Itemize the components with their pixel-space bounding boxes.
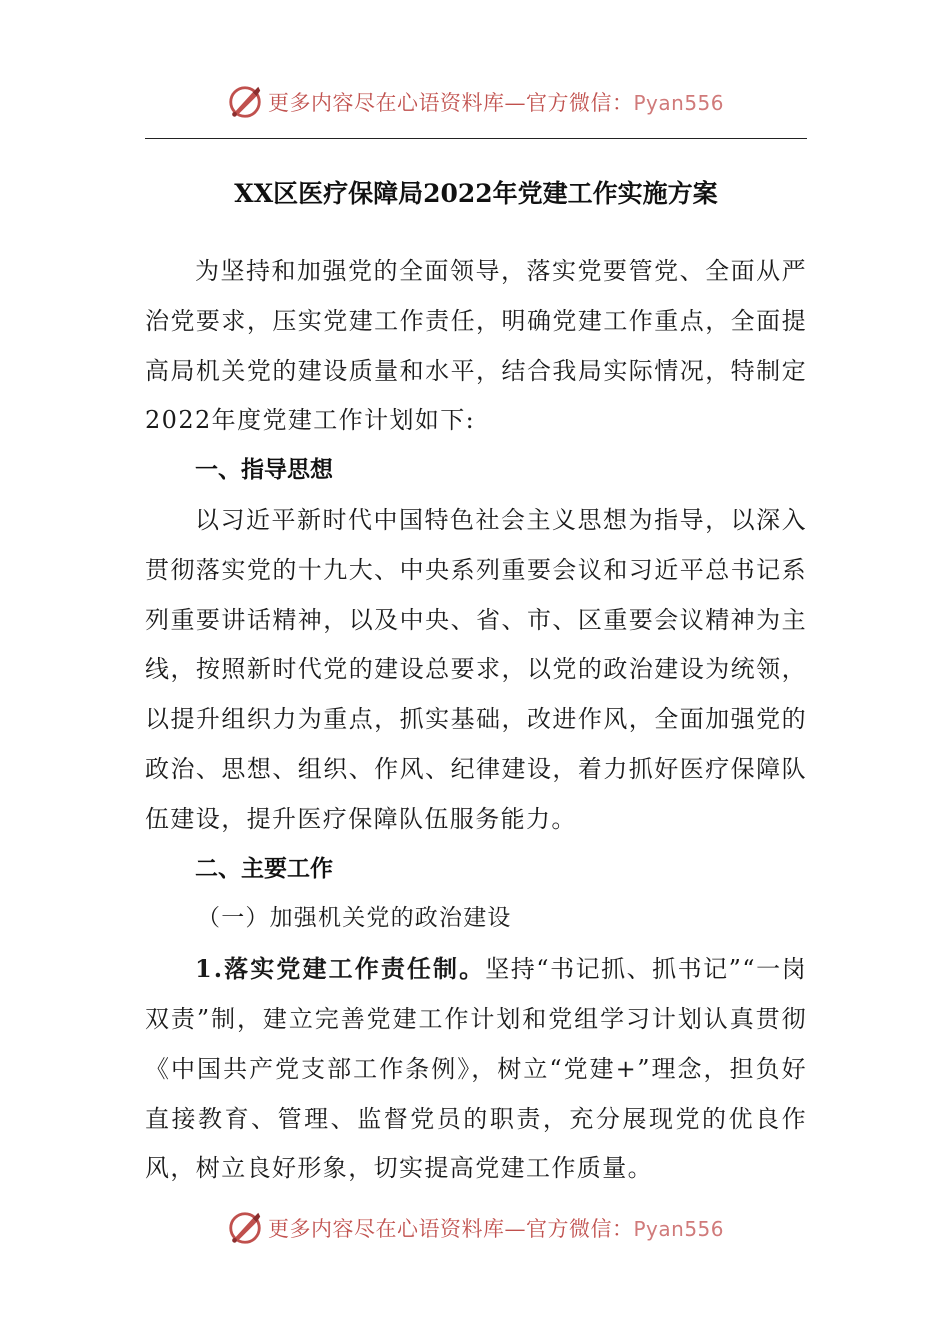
watermark-banner-top — [0, 82, 950, 122]
subsection-heading-political-construction: （一）加强机关党的政治建设 — [197, 905, 512, 932]
guiding-thought-paragraph: 以习近平新时代中国特色社会主义思想为指导，以深入贯彻落实党的十九大、中央系列重要会议和习近平总书记系列重要讲话精神，以及中央、省、市、区重要会议精神为主线，按照新时代党的建设总要求，以党的政治建设为统领，以提升组织力为重点，抓实基础，改进作风，全面加强党的政治、思想、组织、作风、纪律建设，着力抓好医疗保障队伍建设，提升医疗保障队伍服务能力。 — [145, 505, 807, 833]
header-divider — [145, 138, 807, 139]
watermark-text: 更多内容尽在心语资料库—官方微信：Pyan556 — [267, 1217, 724, 1241]
watermark-text: 更多内容尽在心语资料库—官方微信：Pyan556 — [267, 91, 724, 115]
watermark-banner-bottom — [0, 1208, 950, 1248]
document-title: XX区医疗保障局2022年党建工作实施方案 — [234, 179, 718, 208]
section-heading-guiding-thought: 一、指导思想 — [195, 457, 333, 484]
item-body-text: 坚持“书记抓、抓书记”“一岗双责”制，建立完善党建工作计划和党组学习计划认真贯彻《中国共产党支部工作条例》，树立“党建+”理念，担负好直接教育、管理、监督党员的职责，充分展现党的优良作风，树立良好形象，切实提高党建工作质量。 — [145, 955, 807, 1183]
section-heading-main-work: 二、主要工作 — [195, 855, 333, 882]
document-body — [145, 247, 807, 1194]
item-party-responsibility — [145, 944, 807, 1194]
intro-paragraph: 为坚持和加强党的全面领导，落实党要管党、全面从严治党要求，压实党建工作责任，明确党建工作重点，全面提高局机关党的建设质量和水平，结合我局实际情况，特制定2022年度党建工作计划如下: — [145, 257, 807, 435]
pen-logo-icon — [226, 83, 264, 121]
item-lead-text: 1.落实党建工作责任制。 — [195, 954, 486, 984]
pen-logo-icon — [226, 1209, 264, 1247]
